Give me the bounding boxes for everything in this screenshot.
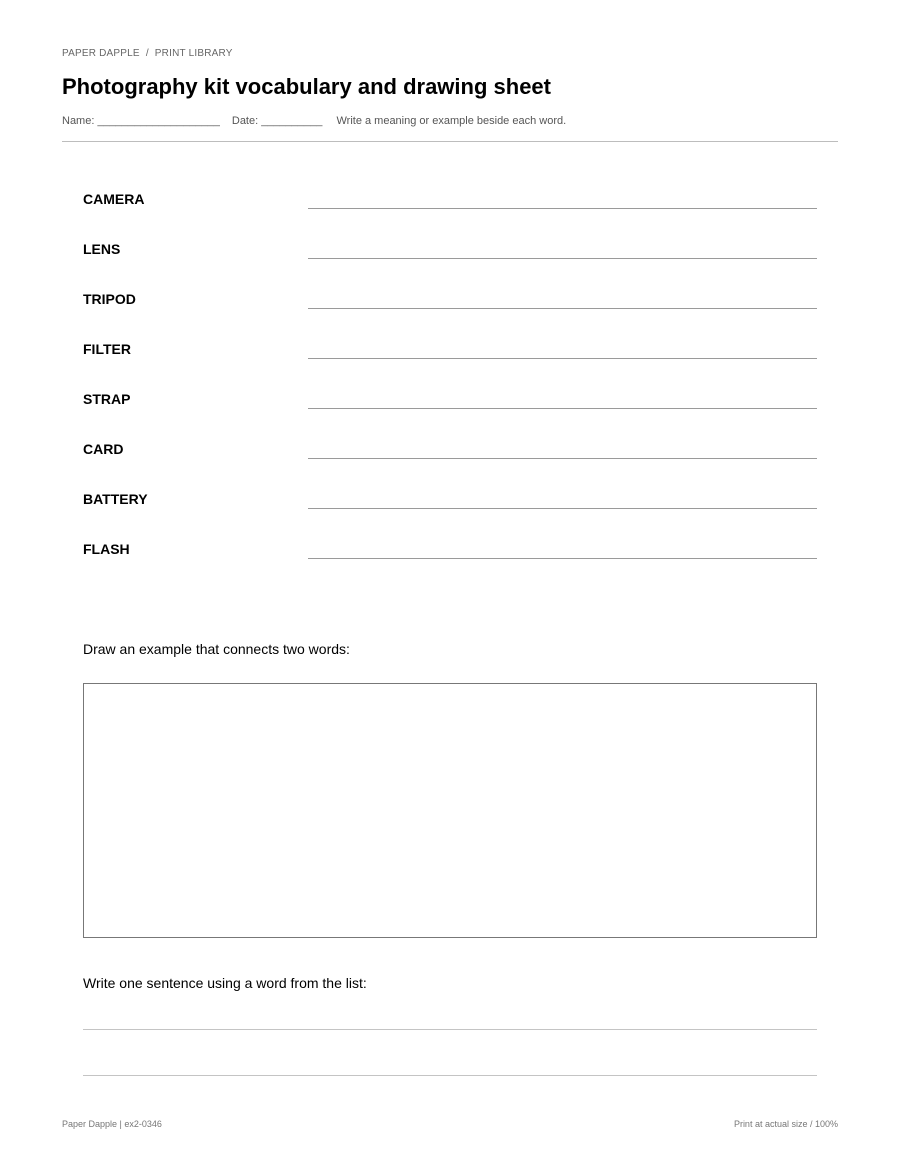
- vocab-answer-line: [308, 458, 817, 459]
- instructions-text: Write a meaning or example beside each word.: [336, 115, 567, 127]
- vocab-word: CARD: [83, 441, 124, 457]
- vocab-answer-line: [308, 558, 817, 559]
- vocab-word: FILTER: [83, 341, 131, 357]
- vocab-row: [0, 541, 900, 581]
- vocab-answer-line: [308, 208, 817, 209]
- vocab-word: TRIPOD: [83, 291, 136, 307]
- breadcrumb-brand: PAPER DAPPLE: [62, 48, 140, 59]
- vocab-row: [0, 341, 900, 381]
- footer-left: Paper Dapple | ex2-0346: [62, 1119, 162, 1129]
- header-divider: [62, 141, 838, 142]
- sentence-write-line: [83, 1029, 817, 1030]
- sentence-prompt: Write one sentence using a word from the list:: [83, 975, 367, 991]
- page-title: Photography kit vocabulary and drawing sheet: [62, 74, 551, 99]
- breadcrumb: [62, 48, 233, 59]
- drawing-box: [83, 683, 817, 938]
- sentence-write-line: [83, 1075, 817, 1076]
- vocab-row: [0, 391, 900, 431]
- vocab-answer-line: [308, 508, 817, 509]
- vocab-row: [0, 241, 900, 281]
- worksheet-meta: [62, 115, 566, 127]
- vocab-answer-line: [308, 358, 817, 359]
- vocab-row: [0, 191, 900, 231]
- vocab-word: STRAP: [83, 391, 131, 407]
- vocab-word: LENS: [83, 241, 121, 257]
- name-field: Name: ____________________: [62, 115, 220, 127]
- footer-right: Print at actual size / 100%: [733, 1119, 838, 1129]
- vocab-word: FLASH: [83, 541, 130, 557]
- vocab-row: [0, 441, 900, 481]
- vocab-answer-line: [308, 258, 817, 259]
- vocab-row: [0, 491, 900, 531]
- breadcrumb-section: PRINT LIBRARY: [154, 48, 233, 59]
- vocab-answer-line: [308, 308, 817, 309]
- vocab-word: CAMERA: [83, 191, 145, 207]
- date-field: Date: __________: [231, 115, 323, 127]
- vocab-row: [0, 291, 900, 331]
- vocab-word: BATTERY: [83, 491, 148, 507]
- vocab-answer-line: [308, 408, 817, 409]
- breadcrumb-separator: /: [145, 48, 149, 59]
- drawing-prompt: Draw an example that connects two words:: [83, 641, 350, 657]
